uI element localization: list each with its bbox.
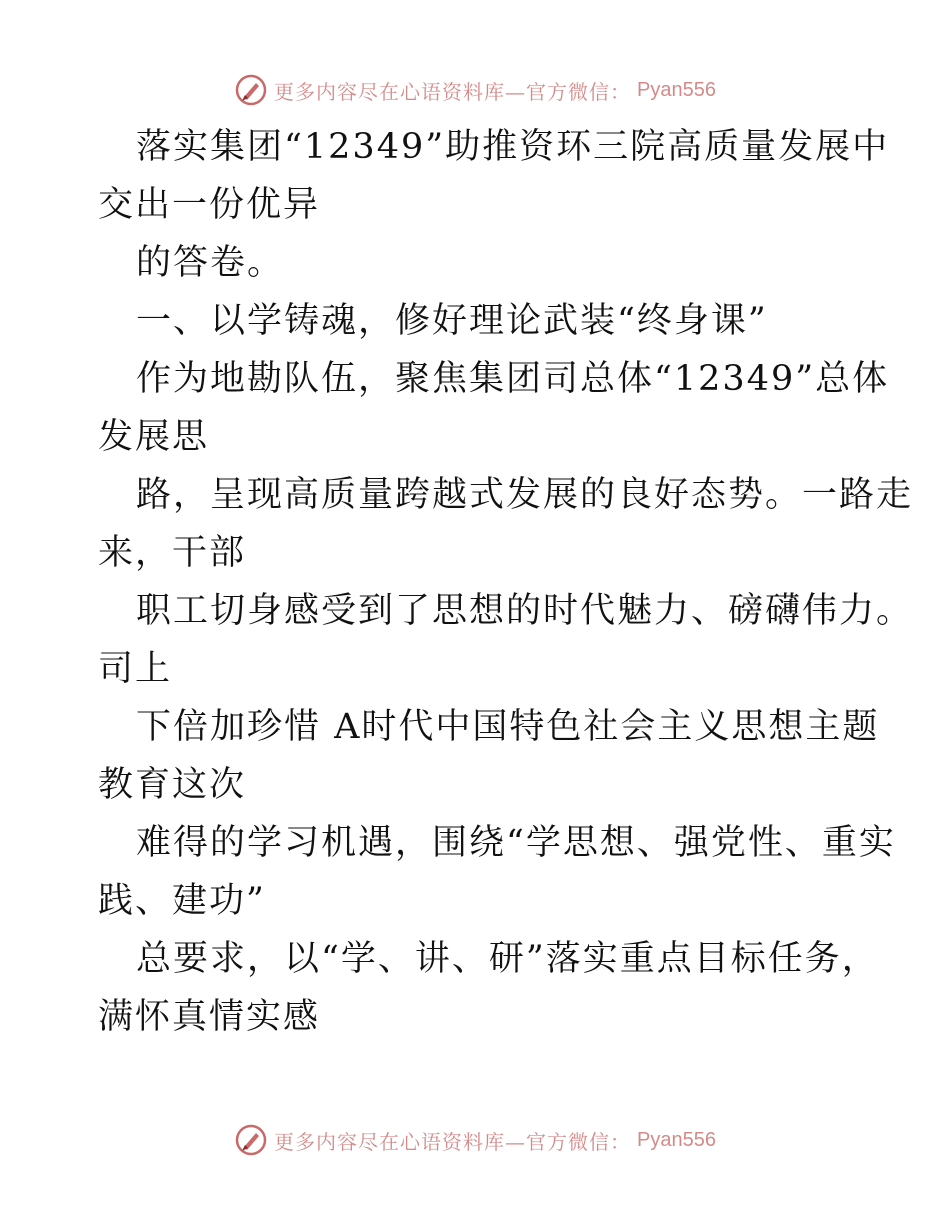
pen-logo-icon — [234, 1123, 268, 1157]
pen-logo-icon — [234, 73, 268, 107]
text-line: 满怀真情实感 — [98, 997, 321, 1037]
text-line: 践、建功” — [98, 881, 266, 921]
header-watermark — [0, 70, 950, 110]
text-line: 司上 — [98, 649, 173, 689]
text-line: 作为地勘队伍，聚焦集团司总体“12349”总体 — [136, 359, 890, 399]
text-line: 职工切身感受到了思想的时代魅力、磅礴伟力。 — [136, 591, 914, 631]
text-line: 一、以学铸魂，修好理论武装“终身课” — [136, 301, 768, 341]
text-line: 落实集团“12349”助推资环三院高质量发展中 — [136, 127, 890, 167]
text-line: 发展思 — [98, 417, 210, 457]
text-line: 路，呈现高质量跨越式发展的良好态势。一路走 — [136, 475, 914, 515]
watermark-id: Pyan556 — [637, 78, 716, 101]
footer-watermark — [0, 1120, 950, 1160]
text-line: 难得的学习机遇，围绕“学思想、强党性、重实 — [136, 823, 896, 863]
text-line: 教育这次 — [98, 765, 247, 805]
document-body — [98, 118, 914, 1046]
text-line: 来，干部 — [98, 533, 247, 573]
text-line: 交出一份优异 — [98, 185, 321, 225]
watermark-text: 更多内容尽在心语资料库—官方微信： — [274, 79, 632, 104]
watermark-text: 更多内容尽在心语资料库—官方微信： — [274, 1129, 632, 1154]
text-line: 的答卷。 — [136, 243, 285, 283]
text-line: 下倍加珍惜 A时代中国特色社会主义思想主题 — [136, 707, 880, 747]
watermark-id: Pyan556 — [637, 1128, 716, 1151]
text-line: 总要求，以“学、讲、研”落实重点目标任务， — [136, 939, 879, 979]
